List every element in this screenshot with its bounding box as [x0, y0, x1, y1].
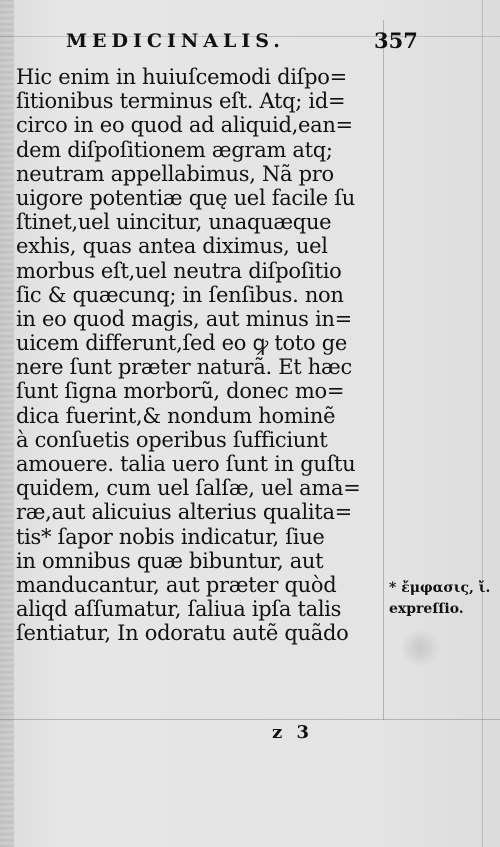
ink-smudge	[400, 628, 440, 668]
page-number: 357	[374, 28, 418, 53]
text-line: manducantur, aut præter quòd	[16, 572, 337, 597]
text-line: ſentiatur, In odoratu autẽ quãdo	[16, 621, 349, 646]
signature-mark: z 3	[272, 722, 314, 743]
text-line: neutram appellabimus, Nã pro	[16, 161, 334, 186]
text-line: ſtinet,uel uincitur, unaquæque	[16, 210, 332, 235]
text-line: circo in eo quod ad aliquid,ean=	[16, 113, 353, 138]
text-line: nere ſunt præter naturã. Et hæc	[16, 355, 352, 380]
text-column-rule	[383, 20, 384, 720]
text-line: ſunt ſigna morborũ, donec mo=	[16, 379, 345, 404]
text-line: exhis, quas antea diximus, uel	[16, 234, 328, 259]
text-line: ſitionibus terminus eſt. Atq; id=	[16, 89, 346, 114]
text-line: ræ,aut alicuius alterius qualita=	[16, 500, 352, 525]
text-line: Hic enim in huiuſcemodi diſpo=	[16, 65, 347, 89]
text-line: morbus eſt,uel neutra diſpoſitio	[16, 258, 342, 283]
text-line: quidem, cum uel ſalſæ, uel ama=	[16, 476, 361, 501]
text-line: dem diſpoſitionem ægram atq;	[16, 137, 333, 162]
text-line: aliqd aſſumatur, ſaliua ipſa talis	[16, 597, 342, 622]
text-line: uicem differunt,ſed eo ꝙ toto ge	[16, 331, 347, 356]
text-line: à conſuetis operibus ſufficiunt	[16, 427, 328, 452]
marginal-note-greek: * ἔμφασις, ἴ.	[389, 580, 491, 596]
bottom-rule	[0, 719, 500, 720]
running-title: MEDICINALIS.	[66, 30, 285, 52]
text-line: ſic & quæcunq; in ſenſibus. non	[16, 282, 344, 307]
main-text	[16, 65, 382, 646]
text-line: dica fuerint,& nondum hominẽ	[16, 403, 336, 428]
text-line: amouere. talia uero ſunt in guſtu	[16, 452, 356, 476]
text-line: in omnibus quæ bibuntur, aut	[16, 548, 324, 573]
text-line: in eo quod magis, aut minus in=	[16, 306, 352, 331]
marginal-note-latin: expreſſio.	[389, 601, 464, 617]
text-line: tis* ſapor nobis indicatur, ſiue	[16, 524, 325, 549]
text-line: uigore potentiæ quę uel facile ſu	[16, 185, 355, 210]
